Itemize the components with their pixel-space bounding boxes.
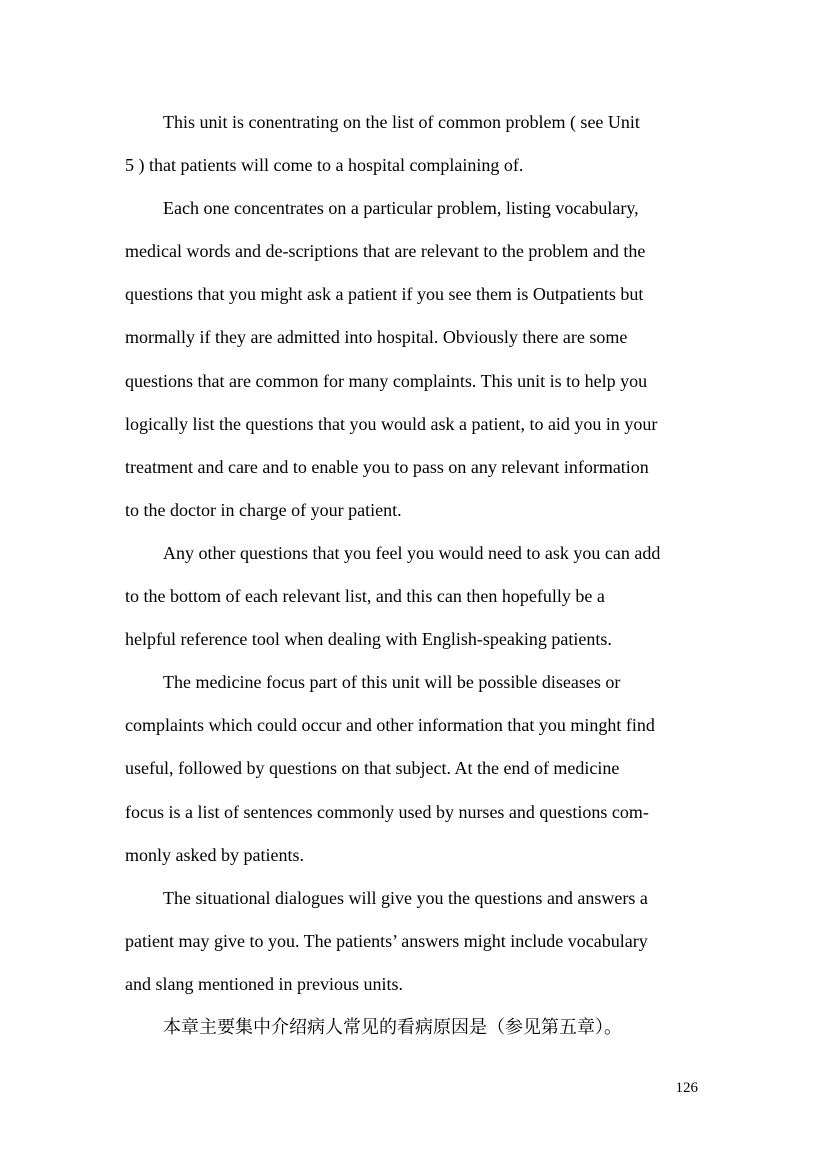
page-number: 126 bbox=[675, 1080, 698, 1096]
paragraph-intro: This unit is conentrating on the list of common problem ( see Unit 5 ) that patients will come to a hospital complaining of. bbox=[125, 112, 640, 176]
body-text bbox=[125, 101, 703, 1049]
paragraph-chinese-summary: 本章主要集中介绍病人常见的看病原因是（参见第五章）。 bbox=[163, 1016, 622, 1037]
paragraph-medicine-focus: The medicine focus part of this unit will be possible diseases or complaints which could occur and other information that you minght find useful, followed by questions on that subject. At the end of medicine focus is a list of sentences commonly used by nurses and questions com- monly asked by patients. bbox=[125, 672, 655, 865]
paragraph-situational-dialogues: The situational dialogues will give you the questions and answers a patient may give to you. The patients’ answers might include vocabulary and slang mentioned in previous units. bbox=[125, 887, 648, 994]
paragraph-problem-focus: Each one concentrates on a particular problem, listing vocabulary, medical words and de-scriptions that are relevant to the problem and the questions that you might ask a patient if you see them is Outpatients but mormally if they are admitted into hospital. Obviously there are some questions that are common for many complaints. This unit is to help you logically list the questions that you would ask a patient, to aid you in your treatment and care and to enable you to pass on any relevant information to the doctor in charge of your patient. bbox=[125, 198, 658, 520]
paragraph-additional-questions: Any other questions that you feel you would need to ask you can add to the bottom of each relevant list, and this can then hopefully be a helpful reference tool when dealing with English-speaking patients. bbox=[125, 542, 661, 650]
